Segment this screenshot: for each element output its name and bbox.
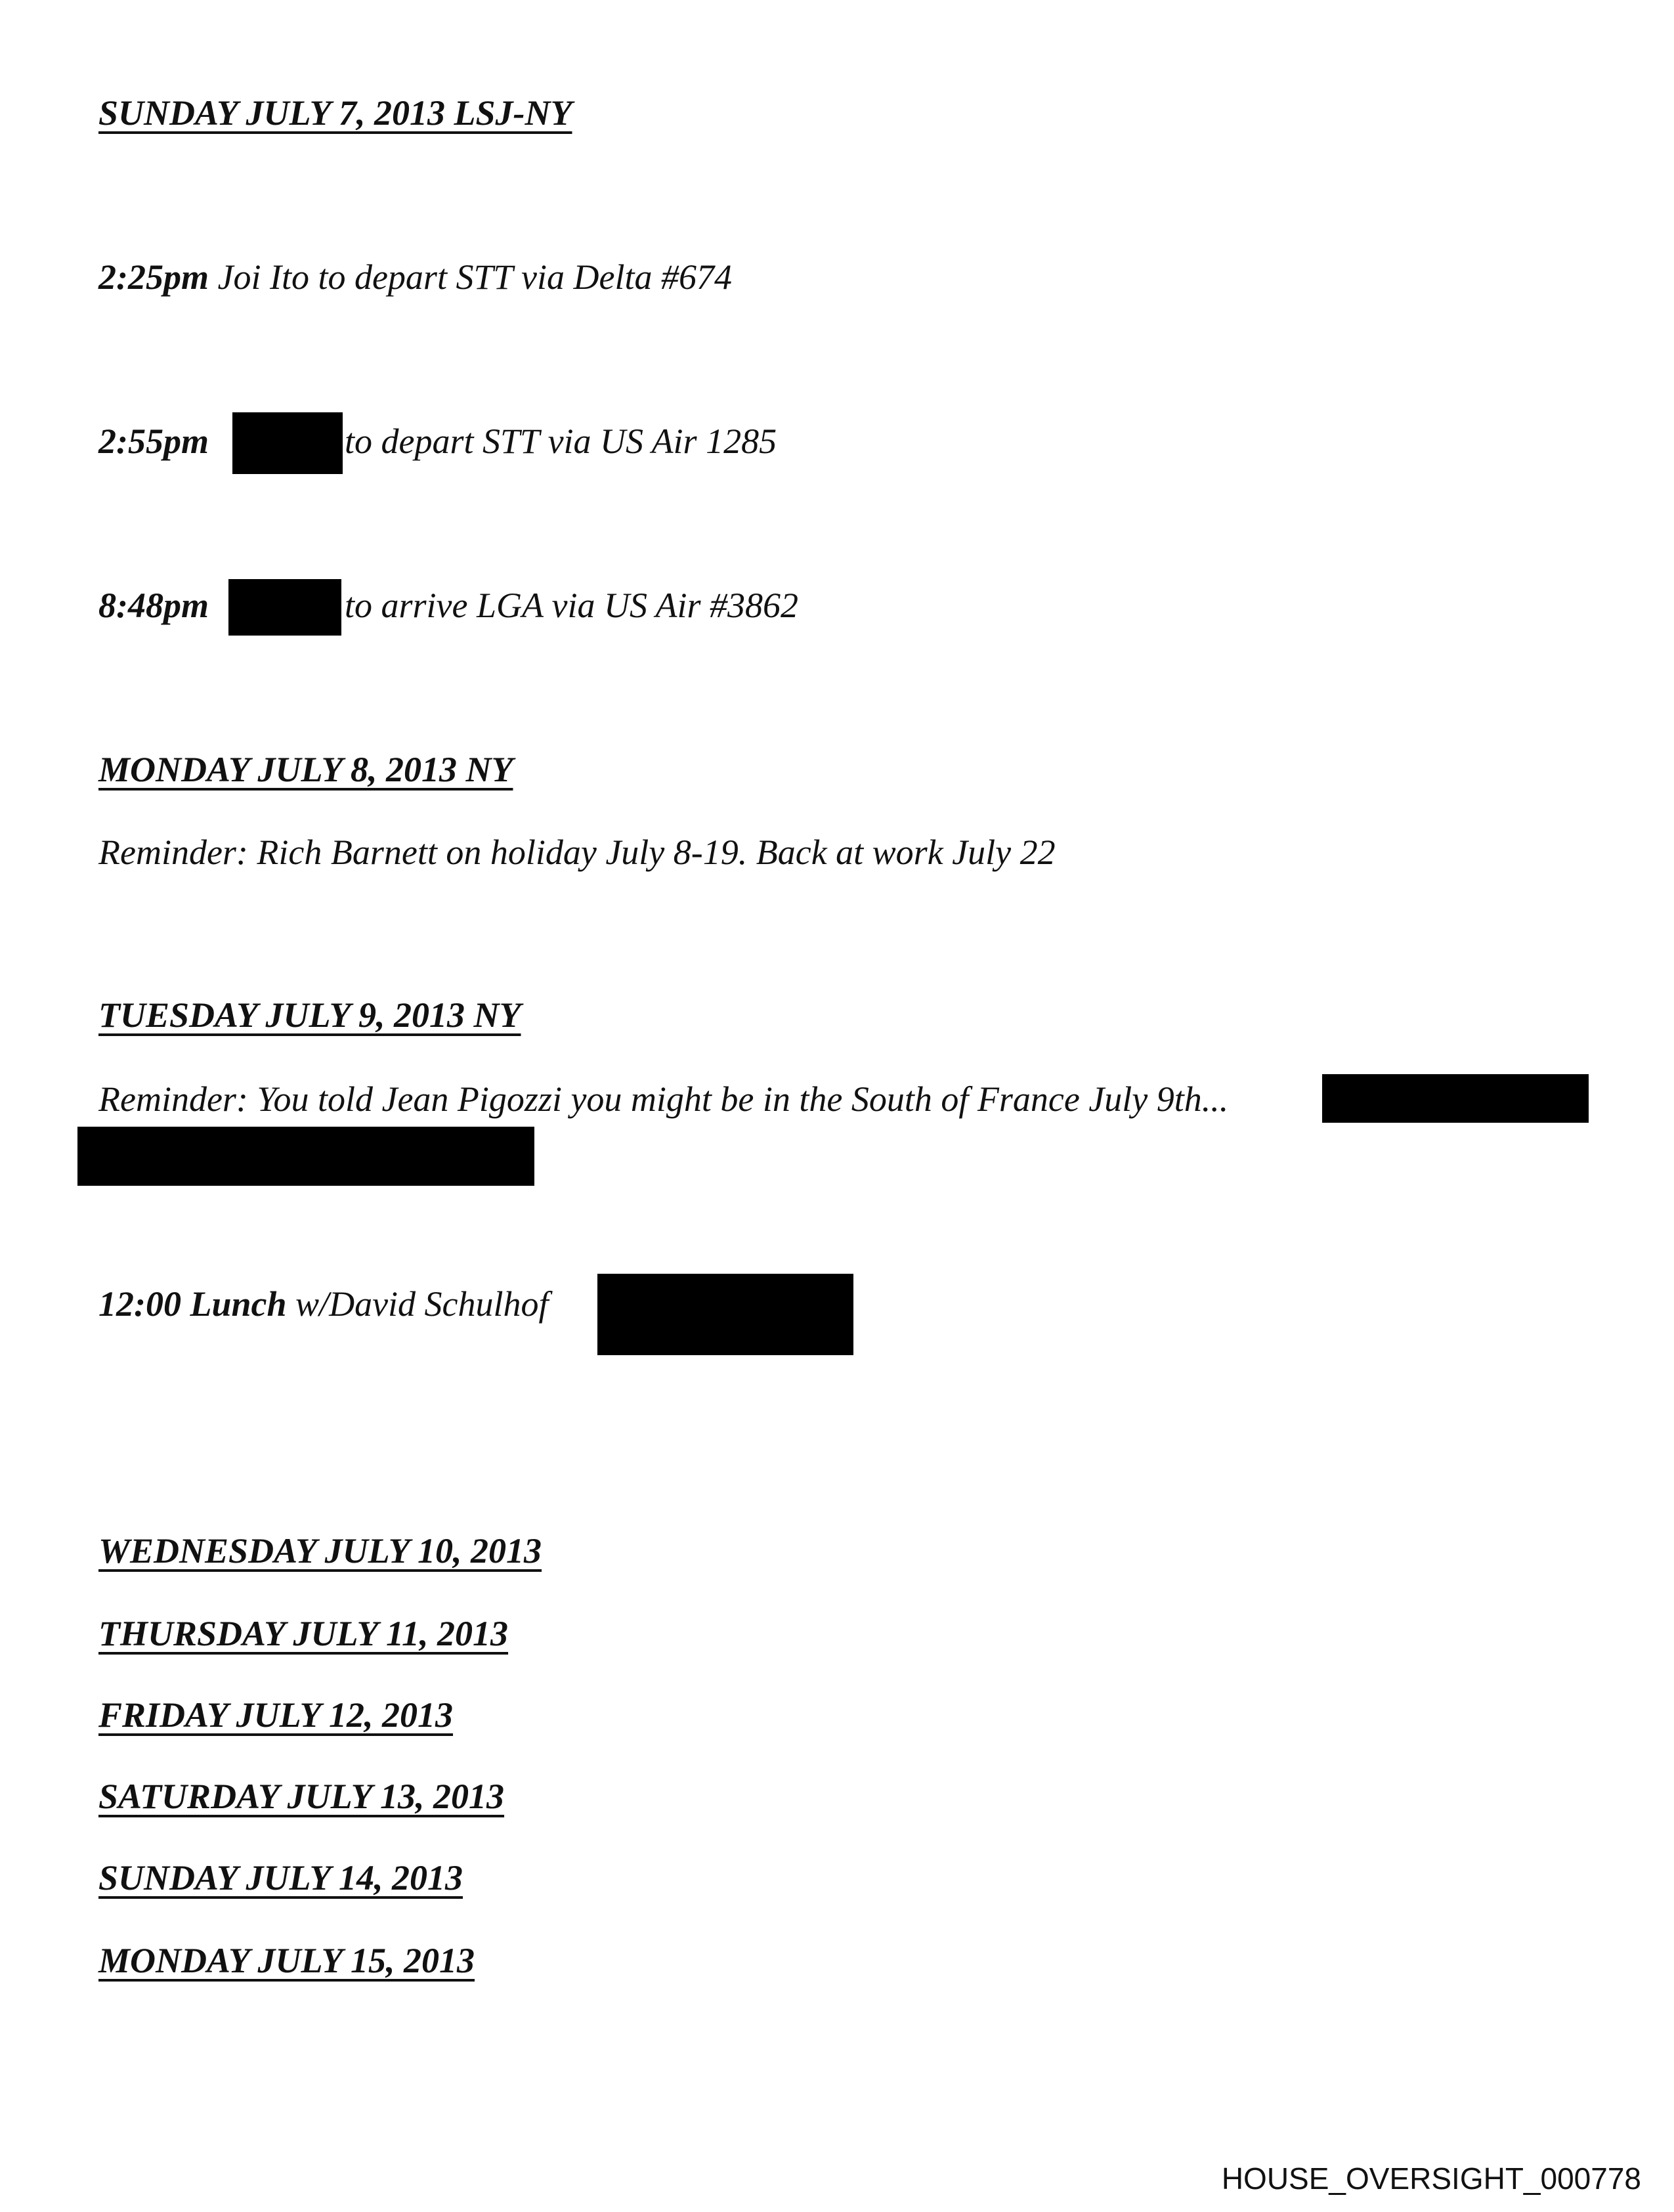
reminder-rich-barnett: Reminder: Rich Barnett on holiday July 8-19. Back at work July 22 [98,833,1056,872]
redaction-box [232,412,343,474]
itinerary-item-usair-arrive [98,584,798,626]
itinerary-item-usair-depart [98,420,777,462]
reminder-jean-pigozzi: Reminder: You told Jean Pigozzi you might be in the South of France July 9th... [98,1079,1229,1119]
bates-number: HOUSE_OVERSIGHT_000778 [1221,2161,1641,2196]
item-time: 12:00 Lunch [98,1284,287,1324]
day-heading-sunday-jul-7: SUNDAY JULY 7, 2013 LSJ-NY [98,93,572,133]
item-text: to depart STT via US Air 1285 [345,422,777,461]
item-time: 2:25pm [98,257,209,297]
day-heading-monday-jul-15: MONDAY JULY 15, 2013 [98,1941,475,1980]
item-text: to arrive LGA via US Air #3862 [345,586,799,625]
itinerary-item-joi-ito [98,256,732,298]
day-heading-sunday-jul-14: SUNDAY JULY 14, 2013 [98,1858,463,1898]
item-text: Joi Ito to depart STT via Delta #674 [217,257,732,297]
item-text: w/David Schulhof [295,1284,549,1324]
itinerary-item-lunch [98,1283,549,1325]
day-heading-thursday-jul-11: THURSDAY JULY 11, 2013 [98,1614,509,1653]
item-time: 8:48pm [98,586,209,625]
day-heading-wednesday-jul-10: WEDNESDAY JULY 10, 2013 [98,1531,542,1571]
item-time: 2:55pm [98,422,209,461]
redaction-box [597,1274,853,1355]
redaction-box [1322,1074,1589,1123]
day-heading-monday-jul-8: MONDAY JULY 8, 2013 NY [98,750,513,789]
day-heading-saturday-jul-13: SATURDAY JULY 13, 2013 [98,1777,505,1816]
day-heading-friday-jul-12: FRIDAY JULY 12, 2013 [98,1695,454,1735]
redaction-box [77,1127,534,1186]
day-heading-tuesday-jul-9: TUESDAY JULY 9, 2013 NY [98,995,521,1035]
redaction-box [228,579,341,636]
